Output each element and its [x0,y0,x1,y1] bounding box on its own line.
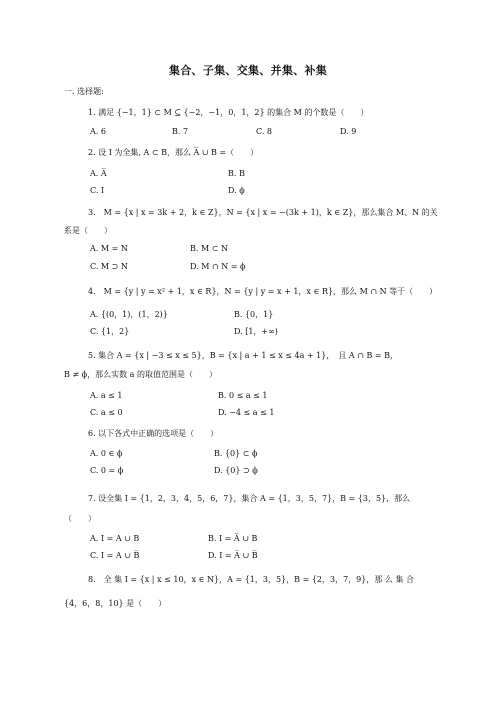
question-4: 4. M = {y | y = x² + 1，x ∈ R}，N = {y | y = x + 1，x ∈ R}，那么 M ∩ N 等于（ ） [88,287,438,296]
q5-option-a: A. a ≤ 1 [90,391,123,400]
question-5-line-1: 5. 集合 A = {x | −3 ≤ x ≤ 5}，B = {x | a + 1 ≤ x ≤ 4a + 1}， 且 A ∩ B = B， [88,351,399,360]
q6-option-a: A. 0 ∈ ϕ [90,449,123,458]
q2-option-a: A. A̅ [90,169,107,178]
q3-option-b: B. M ⊂ N [190,244,228,253]
question-8-line-2: {4，6，8，10} 是（ ） [64,599,167,608]
question-7-line-2: （ ） [64,514,96,523]
q1-option-b: B. 7 [172,127,189,136]
q5-option-d: D. −4 ≤ a ≤ 1 [218,408,275,417]
q6-option-b: B. {0} ⊂ ϕ [214,449,258,458]
q1-option-a: A. 6 [90,127,106,136]
question-7-line-1: 7. 设全集 I = {1，2，3，4，5，6，7}，集合 A = {1，3，5，7}，B = {3，5}，那么 [88,494,411,503]
q3-option-c: C. M ⊃ N [90,262,128,271]
question-3-line-2: 系是（ ） [64,226,112,235]
section-heading: 一. 选择题: [64,87,104,96]
question-3-line-1: 3. M = {x | x = 3k + 2，k ∈ Z}，N = {x | x = −(3k + 1)，k ∈ Z}，那么集合 M、N 的关 [88,208,438,217]
q7-option-a: A. I = A ∪ B [90,534,140,543]
question-6: 6. 以下各式中正确的选项是（ ） [88,429,219,438]
q6-option-d: D. {0} ⊃ ϕ [214,466,258,475]
q4-option-a: A. {(0，1)，(1，2)} [90,310,168,319]
q4-option-c: C. {1，2} [90,327,130,336]
q7-option-c: C. I = A ∪ B̅ [90,551,140,560]
q1-option-d: D. 9 [340,127,357,136]
q3-option-a: A. M = N [90,244,128,253]
question-2: 2. 设 I 为全集, A ⊂ B，那么 A̅ ∪ B =（ ） [88,148,259,157]
q7-option-d: D. I = A̅ ∪ B̅ [208,551,258,560]
q1-option-c: C. 8 [256,127,273,136]
q5-option-b: B. 0 ≤ a ≤ 1 [218,391,268,400]
question-5-line-2: B ≠ ϕ，那么实数 a 的取值范围是（ ） [64,370,217,379]
page-title: 集合、子集、交集、并集、补集 [168,64,328,77]
q5-option-c: C. a ≤ 0 [90,408,123,417]
q6-option-c: C. 0 = ϕ [90,466,124,475]
question-8-line-1: 8. 全 集 I = {x | x ≤ 10，x ∈ N}，A = {1，3，5}，B = {2，3，7，9}，那 么 集 合 [88,575,414,584]
q3-option-d: D. M ∩ N = ϕ [190,262,246,271]
question-1: 1. 满足 {−1，1} ⊂ M ⊆ {−2，−1，0，1，2} 的集合 M 的个数是（ ） [88,108,369,117]
q2-option-c: C. I [90,186,105,195]
q4-option-b: B. {0，1} [234,310,274,319]
q2-option-b: B. B [228,169,245,178]
q4-option-d: D. [1，+∞) [234,327,278,336]
q7-option-b: B. I = A̅ ∪ B [208,534,258,543]
q2-option-d: D. ϕ [228,186,245,195]
